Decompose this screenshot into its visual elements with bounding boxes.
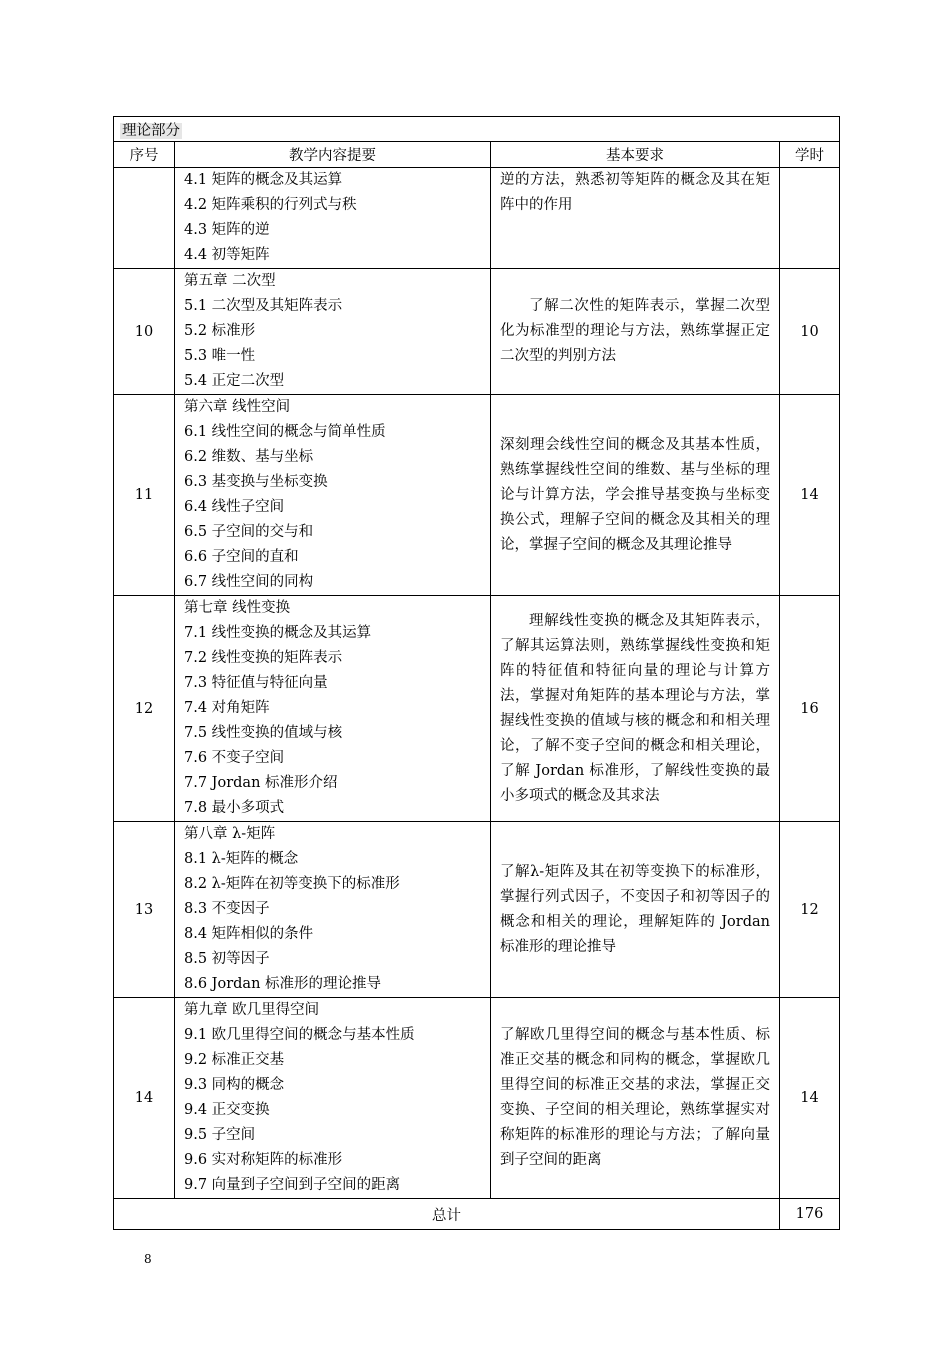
row-topics — [175, 395, 491, 596]
row-requirements — [491, 998, 780, 1199]
row-num: 14 — [114, 998, 175, 1199]
topic-item: 4.1 矩阵的概念及其运算 — [184, 172, 343, 188]
chapter-title: 第六章 线性空间 — [184, 399, 291, 415]
topic-item: 8.2 λ-矩阵在初等变换下的标准形 — [184, 876, 400, 892]
syllabus-table — [113, 116, 840, 1230]
row-num: 10 — [114, 269, 175, 395]
row-requirements — [491, 395, 780, 596]
requirements-text: 理解线性变换的概念及其矩阵表示，了解其运算法则，熟练掌握线性变换和矩阵的特征值和特征向量的理论与计算方法，掌握对角矩阵的基本理论与方法，掌握线性变换的值域与核的概念和和相关理论，了解不变子空间的概念和相关理论，了解 Jordan 标准形，了解线性变换的最小多项式的概念及其求法 — [500, 612, 770, 804]
table-row — [114, 395, 840, 596]
topic-item: 8.6 Jordan 标准形的理论推导 — [184, 976, 382, 992]
topic-item: 8.1 λ-矩阵的概念 — [184, 851, 299, 867]
row-topics — [175, 822, 491, 998]
row-hours: 14 — [780, 395, 840, 596]
requirements-text: 了解欧几里得空间的概念与基本性质、标准正交基的概念和同构的概念，掌握欧几里得空间的标准正交基的求法，掌握正交变换、子空间的相关理论，熟练掌握实对称矩阵的标准形的理论与方法；了解向量到子空间的距离 — [500, 1027, 770, 1168]
row-requirements — [491, 596, 780, 822]
topic-item: 9.3 同构的概念 — [184, 1077, 285, 1093]
topic-item: 5.1 二次型及其矩阵表示 — [184, 298, 343, 314]
section-row — [114, 117, 840, 142]
topic-item: 4.2 矩阵乘积的行列式与秩 — [184, 197, 357, 213]
topic-item: 9.1 欧几里得空间的概念与基本性质 — [184, 1027, 415, 1043]
row-hours — [780, 168, 840, 269]
row-topics — [175, 998, 491, 1199]
topic-item: 6.1 线性空间的概念与简单性质 — [184, 424, 386, 440]
topic-item: 7.6 不变子空间 — [184, 750, 285, 766]
topic-item: 9.4 正交变换 — [184, 1102, 270, 1118]
row-hours: 10 — [780, 269, 840, 395]
topic-item: 9.6 实对称矩阵的标准形 — [184, 1152, 343, 1168]
topic-item: 5.2 标准形 — [184, 323, 256, 339]
page-number: 8 — [144, 1252, 152, 1266]
chapter-title: 第九章 欧几里得空间 — [184, 1002, 320, 1018]
header-num: 序号 — [114, 142, 175, 168]
topic-item: 6.2 维数、基与坐标 — [184, 449, 314, 465]
header-hours: 学时 — [780, 142, 840, 168]
topic-item: 8.5 初等因子 — [184, 951, 270, 967]
row-num: 12 — [114, 596, 175, 822]
topic-item: 6.5 子空间的交与和 — [184, 524, 314, 540]
header-requirements: 基本要求 — [491, 142, 780, 168]
header-content: 教学内容提要 — [175, 142, 491, 168]
section-title: 理论部分 — [122, 122, 180, 139]
row-hours: 16 — [780, 596, 840, 822]
topic-item: 9.7 向量到子空间到子空间的距离 — [184, 1177, 401, 1193]
table-row — [114, 269, 840, 395]
requirements-text: 逆的方法，熟悉初等矩阵的概念及其在矩阵中的作用 — [500, 172, 770, 213]
topic-item: 7.1 线性变换的概念及其运算 — [184, 625, 372, 641]
topic-item: 5.3 唯一性 — [184, 348, 256, 364]
topic-item: 7.4 对角矩阵 — [184, 700, 270, 716]
table-row — [114, 998, 840, 1199]
topic-item: 8.3 不变因子 — [184, 901, 270, 917]
table-row — [114, 822, 840, 998]
row-requirements — [491, 822, 780, 998]
topic-item: 8.4 矩阵相似的条件 — [184, 926, 314, 942]
chapter-title: 第五章 二次型 — [184, 273, 276, 289]
row-topics — [175, 596, 491, 822]
topic-item: 9.5 子空间 — [184, 1127, 256, 1143]
requirements-text: 深刻理会线性空间的概念及其基本性质，熟练掌握线性空间的维数、基与坐标的理论与计算方法，学会推导基变换与坐标变换公式，理解子空间的概念及其相关的理论，掌握子空间的概念及其理论推导 — [500, 436, 770, 553]
table-row — [114, 596, 840, 822]
row-hours: 12 — [780, 822, 840, 998]
topic-item: 4.4 初等矩阵 — [184, 247, 270, 263]
section-title-cell — [114, 117, 840, 142]
row-requirements — [491, 269, 780, 395]
chapter-title: 第七章 线性变换 — [184, 600, 291, 616]
topic-item: 6.3 基变换与坐标变换 — [184, 474, 328, 490]
topic-item: 9.2 标准正交基 — [184, 1052, 285, 1068]
requirements-text: 了解λ-矩阵及其在初等变换下的标准形，掌握行列式因子，不变因子和初等因子的概念和相关的理论，理解矩阵的 Jordan 标准形的理论推导 — [500, 863, 770, 955]
total-row — [114, 1199, 840, 1230]
topic-item: 7.2 线性变换的矩阵表示 — [184, 650, 343, 666]
table-row — [114, 168, 840, 269]
chapter-title: 第八章 λ-矩阵 — [184, 826, 276, 842]
header-row — [114, 142, 840, 168]
row-hours: 14 — [780, 998, 840, 1199]
topic-item: 7.5 线性变换的值域与核 — [184, 725, 343, 741]
row-num: 11 — [114, 395, 175, 596]
total-hours: 176 — [780, 1199, 840, 1230]
row-topics — [175, 168, 491, 269]
topic-item: 4.3 矩阵的逆 — [184, 222, 270, 238]
row-num: 13 — [114, 822, 175, 998]
topic-item: 5.4 正定二次型 — [184, 373, 285, 389]
total-label: 总计 — [114, 1199, 780, 1230]
row-topics — [175, 269, 491, 395]
topic-item: 7.3 特征值与特征向量 — [184, 675, 328, 691]
requirements-text: 了解二次性的矩阵表示，掌握二次型化为标准型的理论与方法，熟练掌握正定二次型的判别方法 — [500, 298, 770, 364]
row-num — [114, 168, 175, 269]
row-requirements — [491, 168, 780, 269]
topic-item: 6.7 线性空间的同构 — [184, 574, 314, 590]
topic-item: 6.4 线性子空间 — [184, 499, 285, 515]
topic-item: 7.8 最小多项式 — [184, 800, 285, 816]
topic-item: 7.7 Jordan 标准形介绍 — [184, 775, 338, 791]
topic-item: 6.6 子空间的直和 — [184, 549, 299, 565]
